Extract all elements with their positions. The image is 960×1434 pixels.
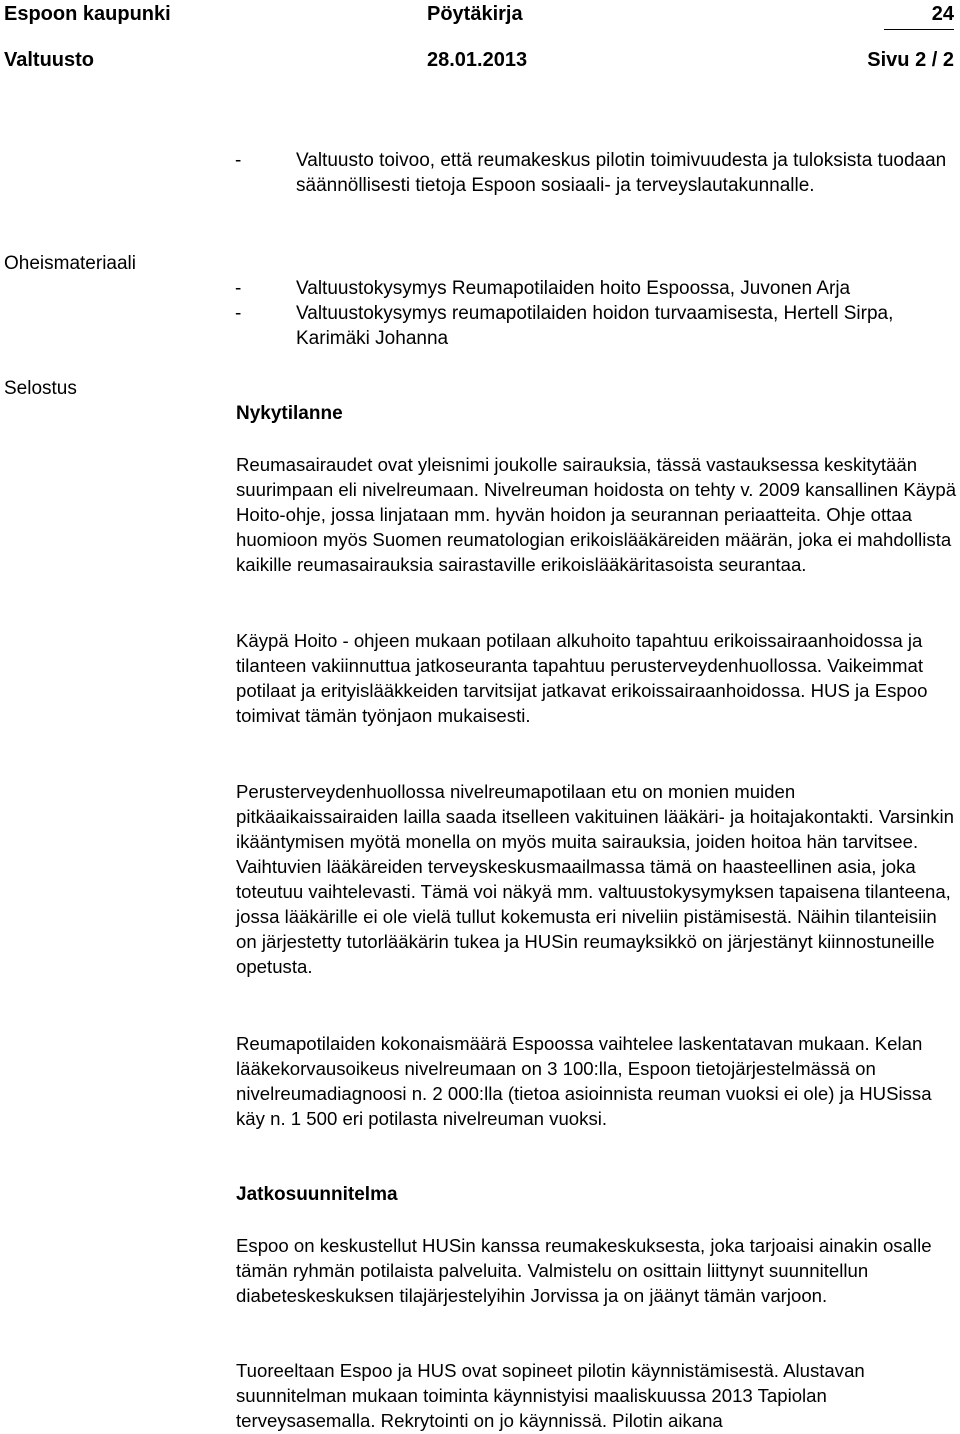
- header-row-bottom: [0, 46, 960, 74]
- header-body: Valtuusto: [4, 49, 95, 71]
- body-paragraph: Käypä Hoito - ohjeen mukaan potilaan alkuhoito tapahtuu erikoissairaanhoidossa ja tilanteen vakiinnuttua jatkoseuranta tapahtuu perusterveydenhuollossa. Vaikeimmat potilaat ja erityislääkkeiden tarvitsijat jatkavat erikoissairaanhoidossa. HUS ja Espoo toimivat tämän työnjaon mukaisesti.: [236, 630, 928, 726]
- header-page-number: 24: [931, 3, 954, 25]
- list-item-text: Valtuusto toivoo, että reumakeskus pilotin toimivuudesta ja tuloksista tuodaan säännöllisesti tietoja Espoon sosiaali- ja terveyslautakunnalle.: [296, 150, 947, 196]
- body-paragraph: Perusterveydenhuollossa nivelreumapotilaan etu on monien muiden pitkäaikaissairaiden lailla saada itselleen vakituinen lääkäri- ja hoitajakontakti. Varsinkin ikääntymisen myötä monella on myös muita sairauksia, joiden hoitoa hän tarvitsee. Vaihtuvien lääkäreiden terveyskeskusmaailmassa tämä on haasteellinen asia, joka toteutuu vaihtelevasti. Tämä voi näkyä mm. valtuustokysymyksen tapaisena tilanteena, jossa lääkärille ei ole vielä tullut kokemusta eri niveliin pistämisestä. Näihin tilanteisiin on järjestetty tutorlääkärin tukea ja HUSin reumayksikkö on järjestänyt kiinnostuneille opetusta.: [236, 781, 954, 977]
- body-paragraph: Tuoreeltaan Espoo ja HUS ovat sopineet pilotin käynnistämisestä. Alustavan suunnitelman mukaan toiminta käynnistyisi maaliskuussa 2013 Tapiolan terveysasemalla. Rekrytointi on jo käynnissä. Pilotin aikana: [236, 1360, 865, 1431]
- list-dash: -: [235, 278, 242, 299]
- list-dash: -: [235, 150, 242, 171]
- intro-list-item: [235, 148, 955, 198]
- header-page-number-box: [874, 0, 954, 28]
- heading-follow-up-plan: Jatkosuunnitelma: [236, 1184, 398, 1205]
- header-row-top: [0, 0, 960, 28]
- header-org: Espoon kaupunki: [4, 3, 171, 25]
- heading-current-situation: Nykytilanne: [236, 403, 343, 424]
- body-paragraph: Reumapotilaiden kokonaismäärä Espoossa vaihtelee laskentatavan mukaan. Kelan lääkekorvausoikeus nivelreumaan on 3 100:lla, Espoon tietojärjestelmässä on nivelreumadiagnoosi n. 2 000:lla (tietoa asioinnista reuman vuoksi ei ole) ja HUSissa käy n. 1 500 eri potilasta nivelreuman vuoksi.: [236, 1033, 932, 1129]
- body-paragraph: Espoo on keskustellut HUSin kanssa reumakeskuksesta, joka tarjoaisi ainakin osalle tämän ryhmän potilaista palveluita. Valmistelu on osittain liittynyt suunnitellun diabeteskeskuksen tilajärjestelyihin Jorvissa ja on jäänyt tämän varjoon.: [236, 1235, 932, 1306]
- header-doc-type: Pöytäkirja: [427, 3, 523, 25]
- header-date: 28.01.2013: [427, 49, 528, 71]
- attachment-item: [235, 301, 955, 351]
- header-page-of: Sivu 2 / 2: [867, 49, 954, 71]
- attachment-item-text: Valtuustokysymys reumapotilaiden hoidon turvaamisesta, Hertell Sirpa, Karimäki Johanna: [296, 303, 894, 349]
- list-dash: -: [235, 303, 242, 324]
- attachments-label: Oheismateriaali: [4, 253, 136, 274]
- attachment-item: [235, 276, 955, 301]
- attachment-item-text: Valtuustokysymys Reumapotilaiden hoito Espoossa, Juvonen Arja: [296, 278, 851, 299]
- header-page-number-underline: [884, 29, 954, 30]
- statement-label: Selostus: [4, 378, 77, 399]
- body-paragraph: Reumasairaudet ovat yleisnimi joukolle sairauksia, tässä vastauksessa keskitytään suurimpaan eli nivelreumaan. Nivelreuman hoidosta on tehty v. 2009 kansallinen Käypä Hoito-ohje, jossa linjataan mm. hyvän hoidon ja seurannan periaatteita. Ohje ottaa huomioon myös Suomen reumatologian erikoislääkäreiden määrän, joka ei mahdollista kaikille reumasairauksia sairastaville erikoislääkäritasoista seurantaa.: [236, 454, 957, 575]
